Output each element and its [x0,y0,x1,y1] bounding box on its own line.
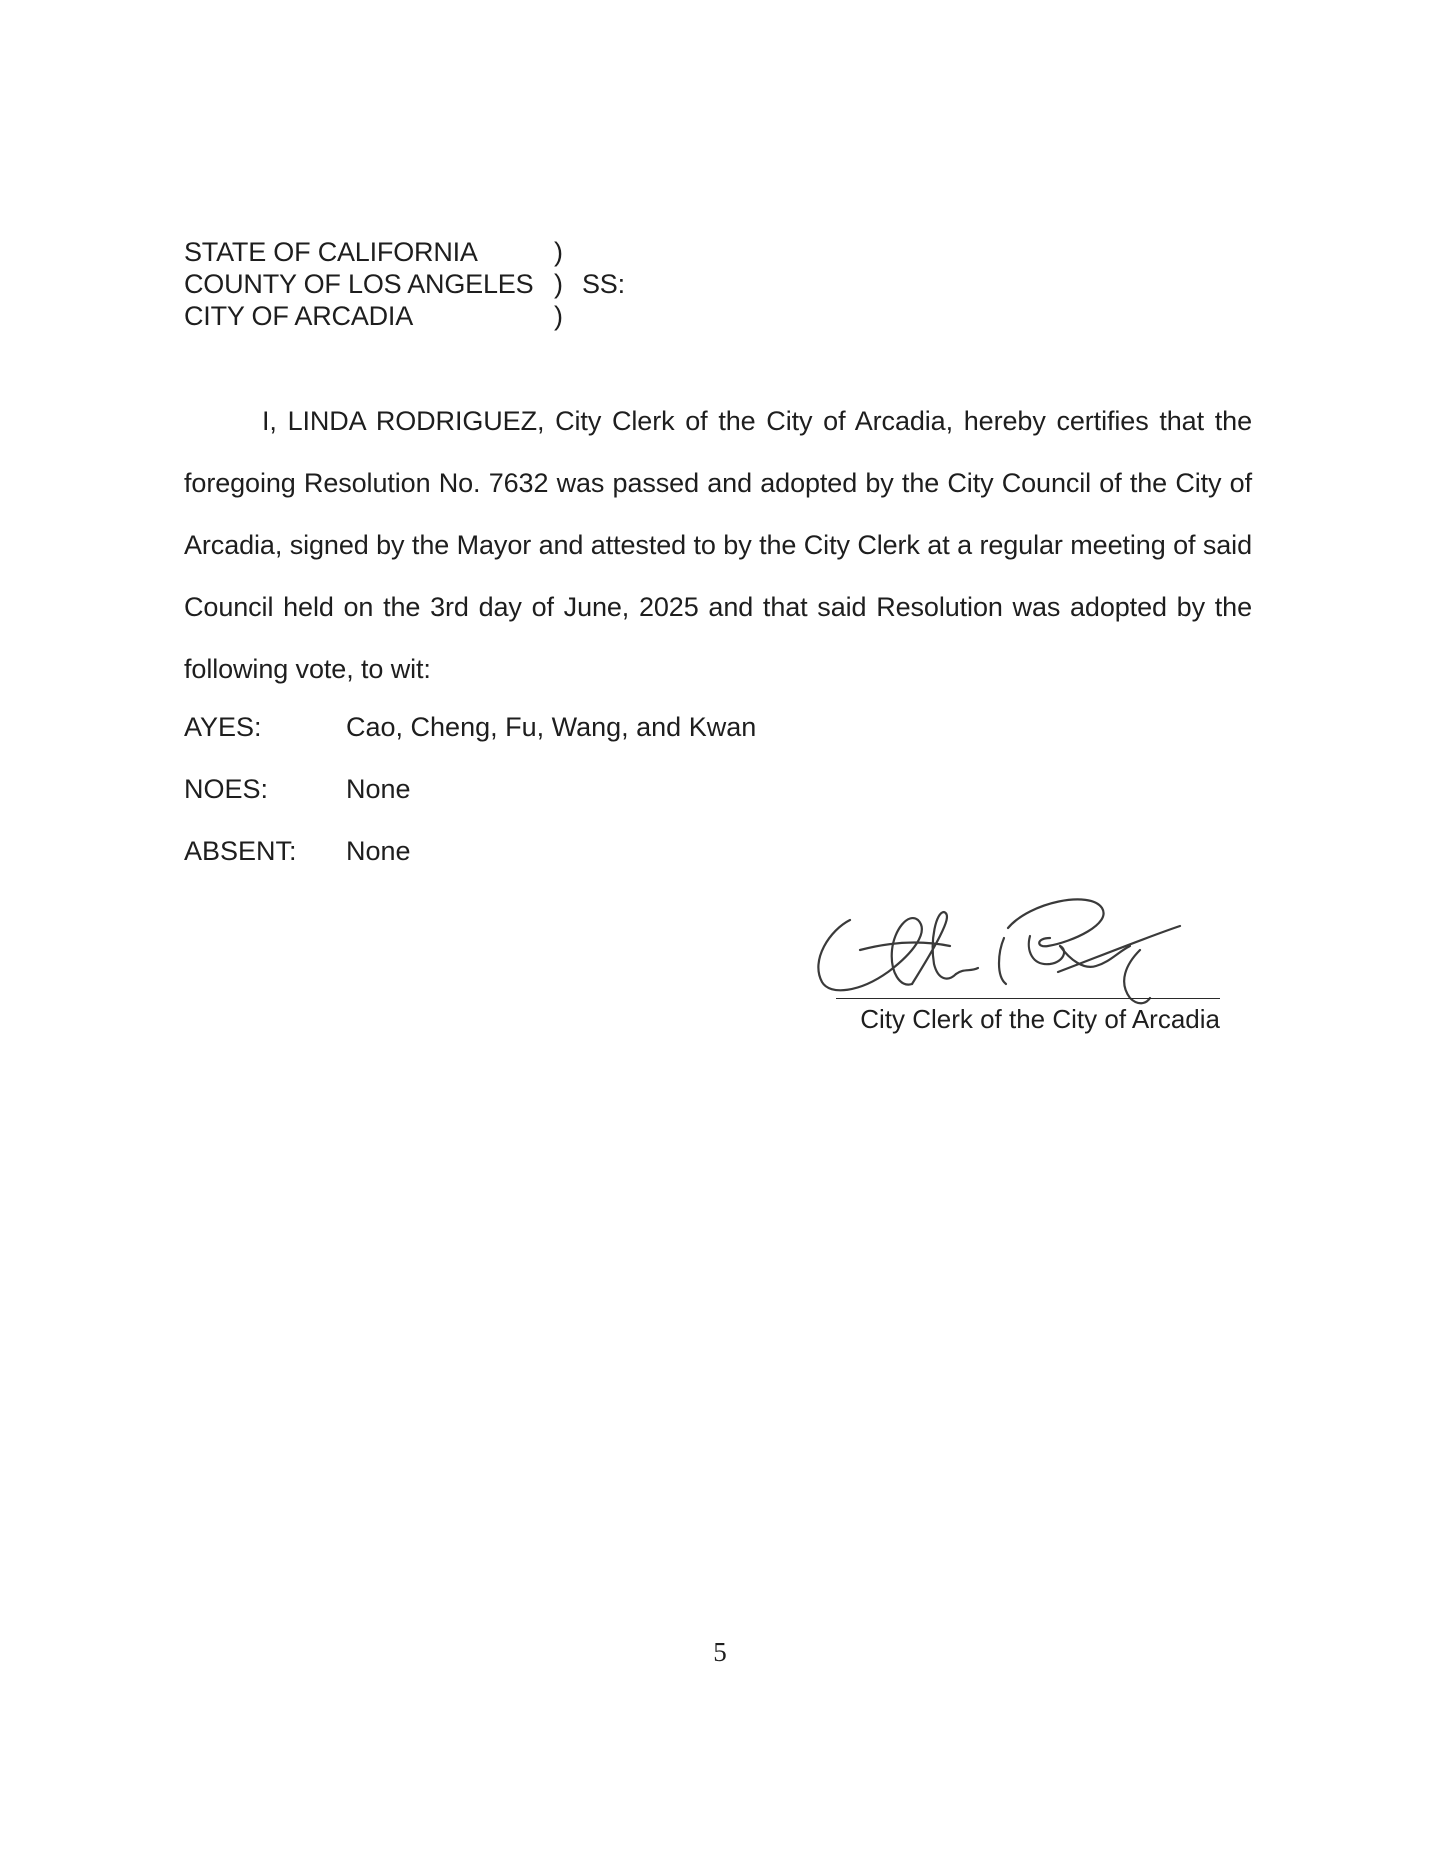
venue-state-name: STATE OF CALIFORNIA [184,237,478,267]
page-number: 5 [713,1637,727,1667]
venue-paren: ) [554,269,563,299]
venue-paren: ) [554,237,563,267]
venue-row-county [184,268,625,300]
venue-block [184,236,625,332]
vote-value-noes: None [346,774,411,804]
venue-county-name: COUNTY OF LOS ANGELES [184,269,534,299]
vote-label-absent: ABSENT: [184,836,297,866]
signature-block [800,880,1220,1040]
vote-value-ayes: Cao, Cheng, Fu, Wang, and Kwan [346,712,757,742]
vote-label-noes: NOES: [184,774,269,804]
certification-paragraph: I, LINDA RODRIGUEZ, City Clerk of the City of Arcadia, hereby certifies that the foregoing Resolution No. 7632 was passed and adopted by the City Council of the City of Arcadia, signed by the Mayor and attested to by the City Clerk at a regular meeting of said Council held on the 3rd day of June, 2025 and that said Resolution was adopted by the following vote, to wit: [184,406,1252,684]
handwritten-signature [800,880,1220,1010]
venue-row-state [184,236,563,268]
venue-ss-label: SS: [582,269,625,299]
signature-line [836,998,1220,999]
venue-city-name: CITY OF ARCADIA [184,301,414,331]
venue-row-city [184,300,563,332]
signature-caption: City Clerk of the City of Arcadia [860,1004,1220,1034]
vote-value-absent: None [346,836,411,866]
venue-paren: ) [554,301,563,331]
vote-label-ayes: AYES: [184,712,262,742]
